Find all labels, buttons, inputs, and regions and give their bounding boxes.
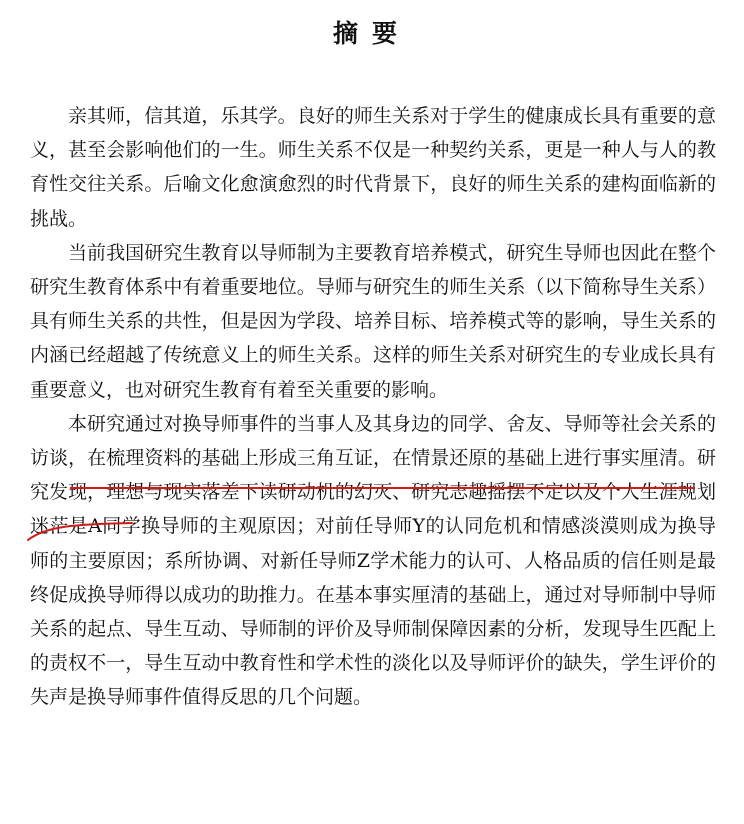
red-underline-mark xyxy=(70,487,695,489)
abstract-paragraph-1: 亲其师，信其道，乐其学。良好的师生关系对于学生的健康成长具有重要的意义，甚至会影响他们的一生。师生关系不仅是一种契约关系，更是一种人与人的教育性交往关系。后喻文化愈演愈烈的时代背景下，良好的师生关系的建构面临新的挑战。 xyxy=(30,105,716,230)
red-underline-hook-mark xyxy=(26,520,136,544)
abstract-paragraph-3: 本研究通过对换导师事件的当事人及其身边的同学、舍友、导师等社会关系的访谈，在梳理资料的基础上形成三角互证，在情景还原的基础上进行事实厘清。研究发现，理想与现实落差下读研动机的幻灭、研究志趣摇摆不定以及个人生涯规划迷茫是A同学换导师的主观原因；对前任导师Y的认同危机和情感淡漠则成为换导师的主要原因；系所协调、对新任导师Z学术能力的认可、人格品质的信任则是最终促成换导师得以成功的助推力。在基本事实厘清的基础上，通过对导师制中导师关系的起点、导生互动、导师制的评价及导师制保障因素的分析，发现导生匹配上的责权不一，导生互动中教育性和学术性的淡化以及导师评价的缺失，学生评价的失声是换导师事件值得反思的几个问题。 xyxy=(30,412,716,709)
abstract-paragraph-2: 当前我国研究生教育以导师制为主要教育培养模式，研究生导师也因此在整个研究生教育体系中有着重要地位。导师与研究生的师生关系（以下简称导生关系）具有师生关系的共性，但是因为学段、培养目标、培养模式等的影响，导生关系的内涵已经超越了传统意义上的师生关系。这样的师生关系对研究生的专业成长具有重要意义，也对研究生教育有着至关重要的影响。 xyxy=(30,241,716,401)
page-title: 摘要 xyxy=(332,19,411,48)
abstract-body xyxy=(30,99,716,715)
